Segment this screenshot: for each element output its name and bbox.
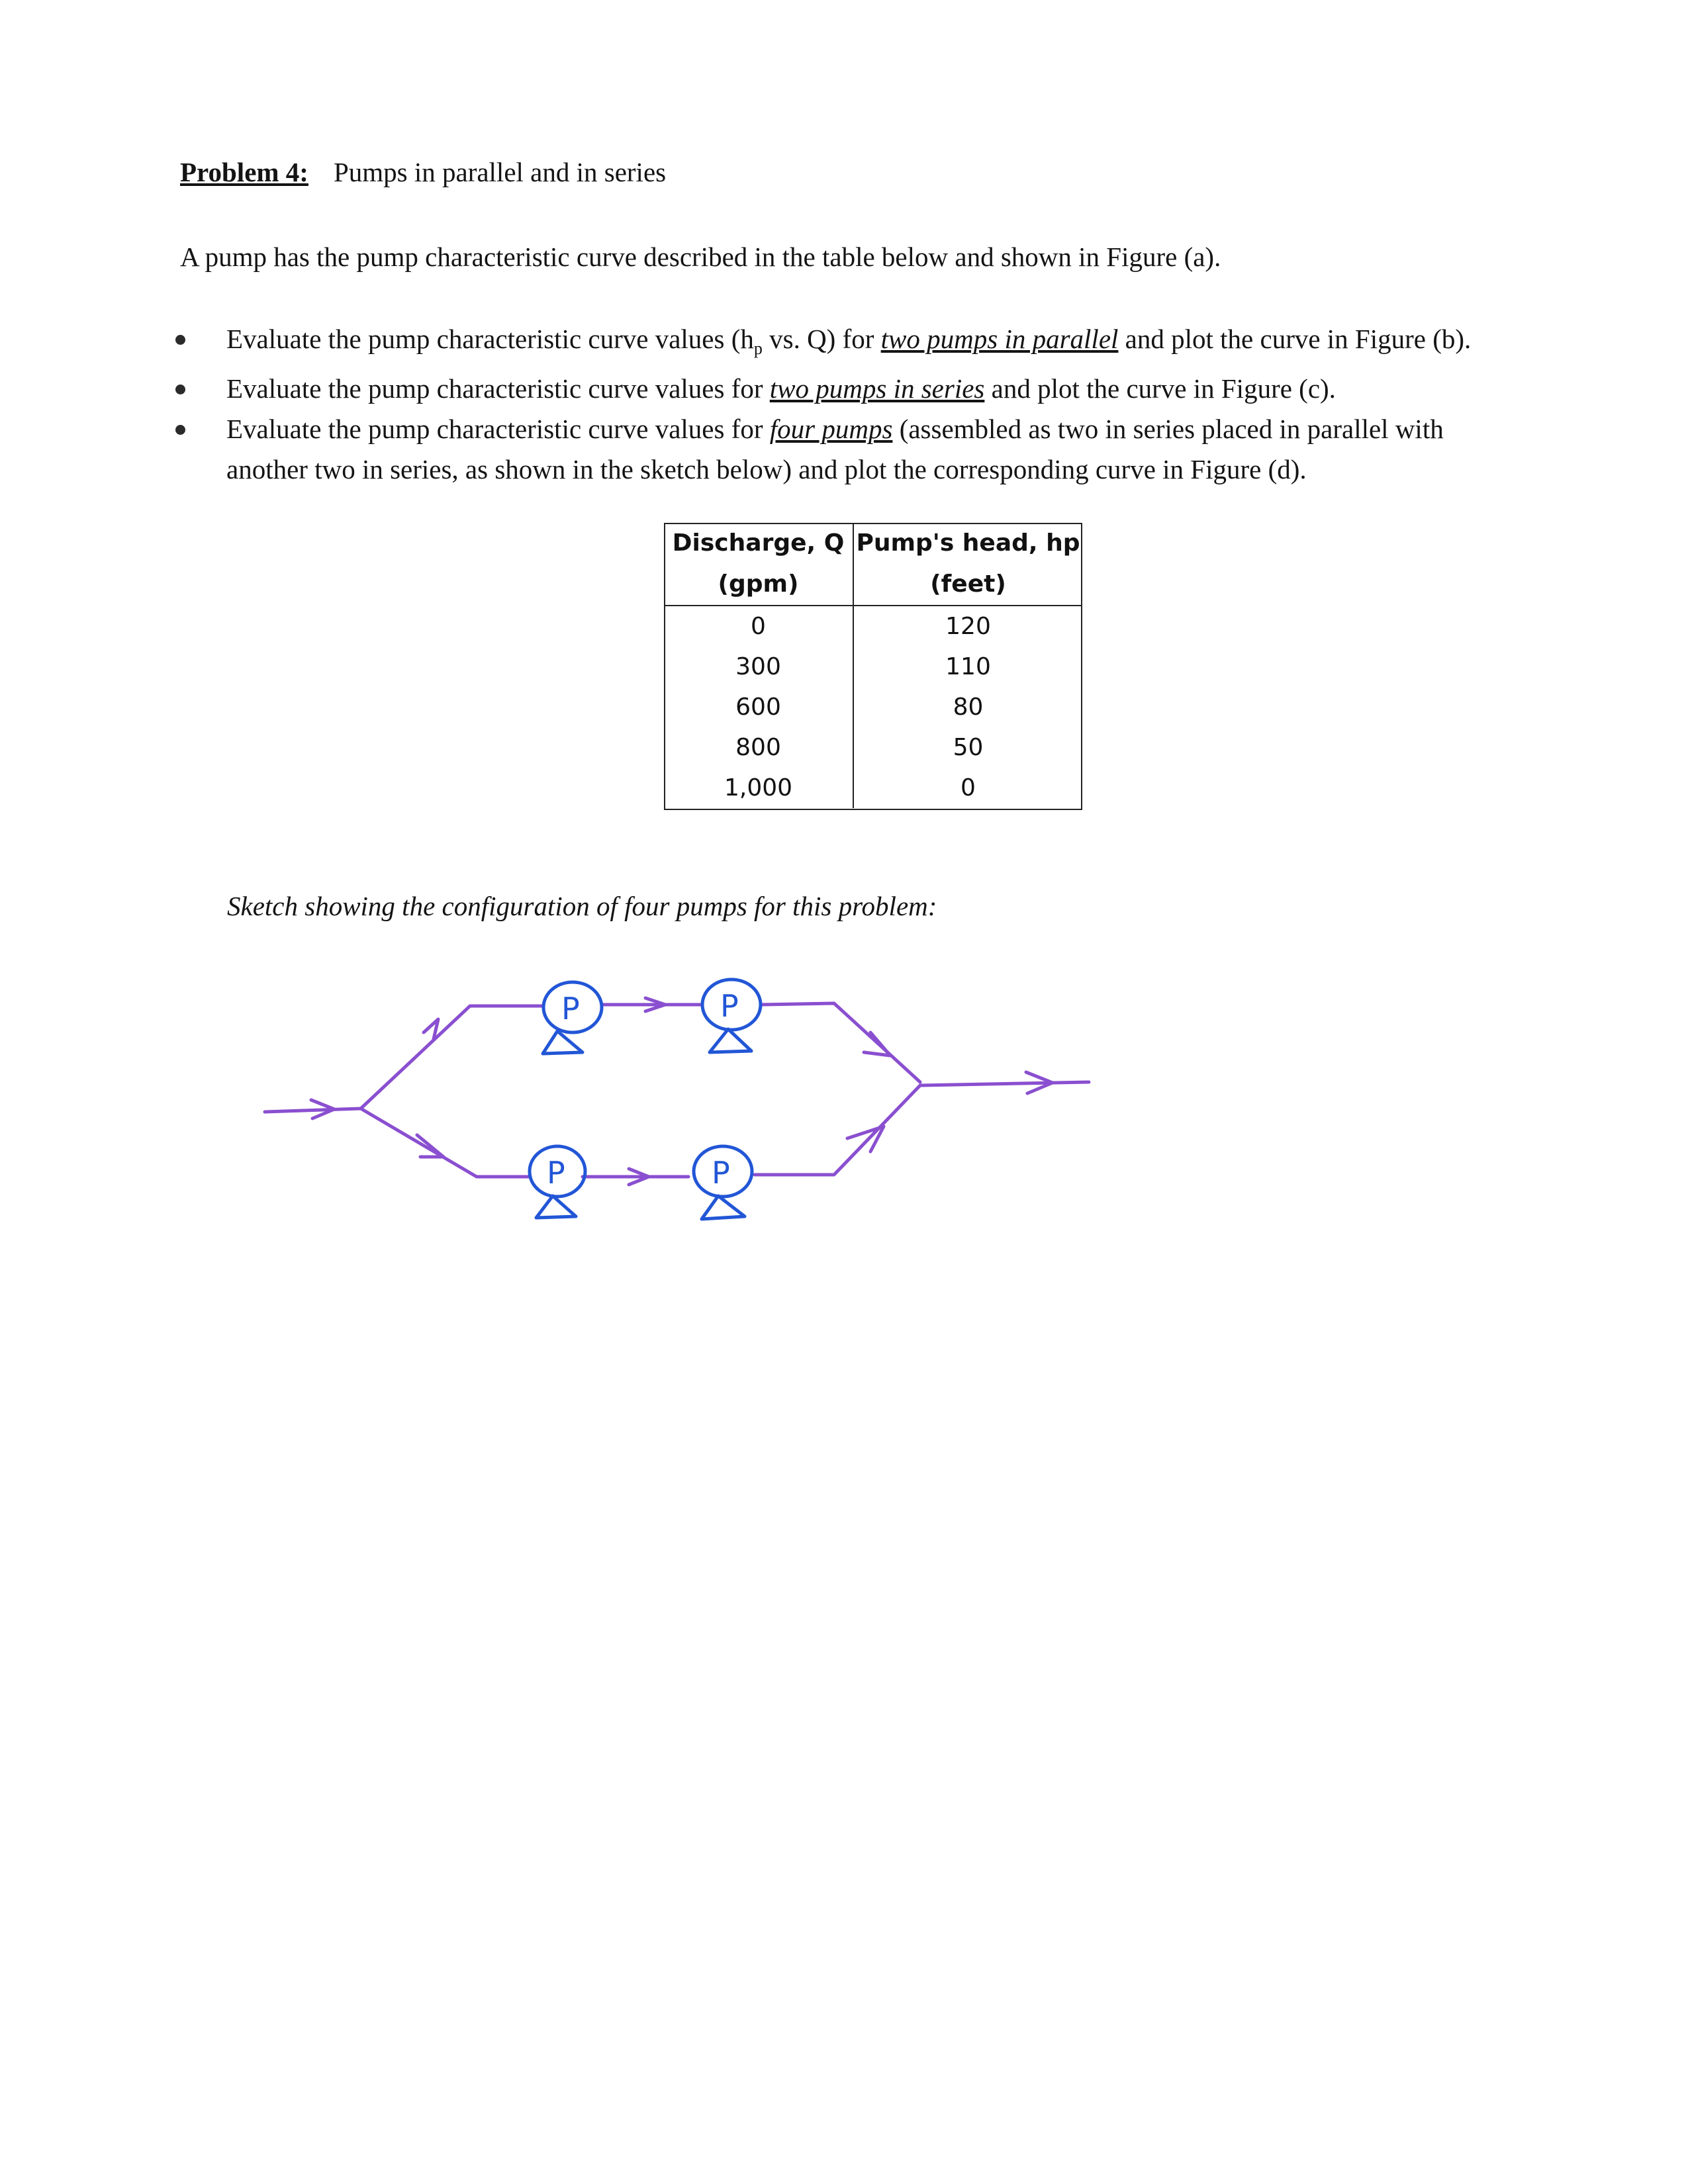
lower-branch-in bbox=[361, 1109, 530, 1177]
problem-title: Pumps in parallel and in series bbox=[333, 157, 667, 187]
bullet-icon bbox=[175, 385, 185, 394]
emphasis-series: two pumps in series bbox=[769, 373, 985, 404]
pump-curve-table bbox=[664, 523, 1082, 808]
flow-lines bbox=[265, 998, 1089, 1185]
table-header-row bbox=[664, 523, 1082, 564]
lower-in-arrow bbox=[417, 1135, 444, 1157]
sketch-caption: Sketch showing the configuration of four pumps for this problem: bbox=[227, 891, 937, 921]
bullet-icon bbox=[175, 335, 185, 345]
inlet-pipe bbox=[265, 1109, 361, 1112]
pump-configuration-sketch bbox=[252, 953, 1112, 1271]
table-row: 0 120 bbox=[664, 606, 1082, 647]
table-row: 300 110 bbox=[664, 647, 1082, 687]
upper-branch-out bbox=[761, 1003, 920, 1082]
problem-heading bbox=[180, 156, 666, 188]
svg-text:P: P bbox=[720, 988, 739, 1024]
task-list bbox=[165, 319, 1471, 490]
lower-branch-out bbox=[755, 1085, 920, 1175]
list-item: Evaluate the pump characteristic curve values for four pumps (assembled as two in series placed in parallel with another two in series, as shown in the sketch below) and plot the corresponding curve in Figure (d). bbox=[165, 409, 1471, 490]
column-header-head: Pump's head, hp bbox=[856, 529, 1080, 557]
svg-text:P: P bbox=[561, 991, 580, 1026]
problem-label: Problem 4: bbox=[180, 157, 308, 187]
svg-text:P: P bbox=[712, 1155, 730, 1191]
list-item: Evaluate the pump characteristic curve values ($h_p$ vs. Q) for two pumps in parallel and plot the curve in Figure (b). bbox=[165, 319, 1471, 369]
table-row: 800 50 bbox=[664, 727, 1082, 768]
list-item: Evaluate the pump characteristic curve values for two pumps in series and plot the curve in Figure (c). bbox=[165, 369, 1471, 409]
column-unit-head: (feet) bbox=[853, 564, 1082, 606]
intro-paragraph: A pump has the pump characteristic curve described in the table below and shown in Figure (a). bbox=[180, 242, 1221, 272]
column-unit-discharge: (gpm) bbox=[664, 564, 853, 606]
column-header-discharge: Discharge, Q bbox=[664, 523, 853, 564]
pump-icon bbox=[543, 982, 602, 1054]
upper-branch-in bbox=[361, 1006, 543, 1109]
table-row: 1,000 0 bbox=[664, 768, 1082, 808]
table-row: 600 80 bbox=[664, 687, 1082, 727]
svg-text:P: P bbox=[547, 1155, 565, 1191]
emphasis-parallel: two pumps in parallel bbox=[880, 324, 1119, 354]
pump-icon bbox=[530, 1146, 585, 1218]
table-header-row bbox=[664, 564, 1082, 606]
emphasis-four-pumps: four pumps bbox=[769, 414, 893, 445]
bullet-icon bbox=[175, 425, 185, 435]
pump-icon bbox=[702, 979, 761, 1052]
pump-icon bbox=[694, 1146, 752, 1219]
outlet-pipe bbox=[920, 1082, 1089, 1085]
